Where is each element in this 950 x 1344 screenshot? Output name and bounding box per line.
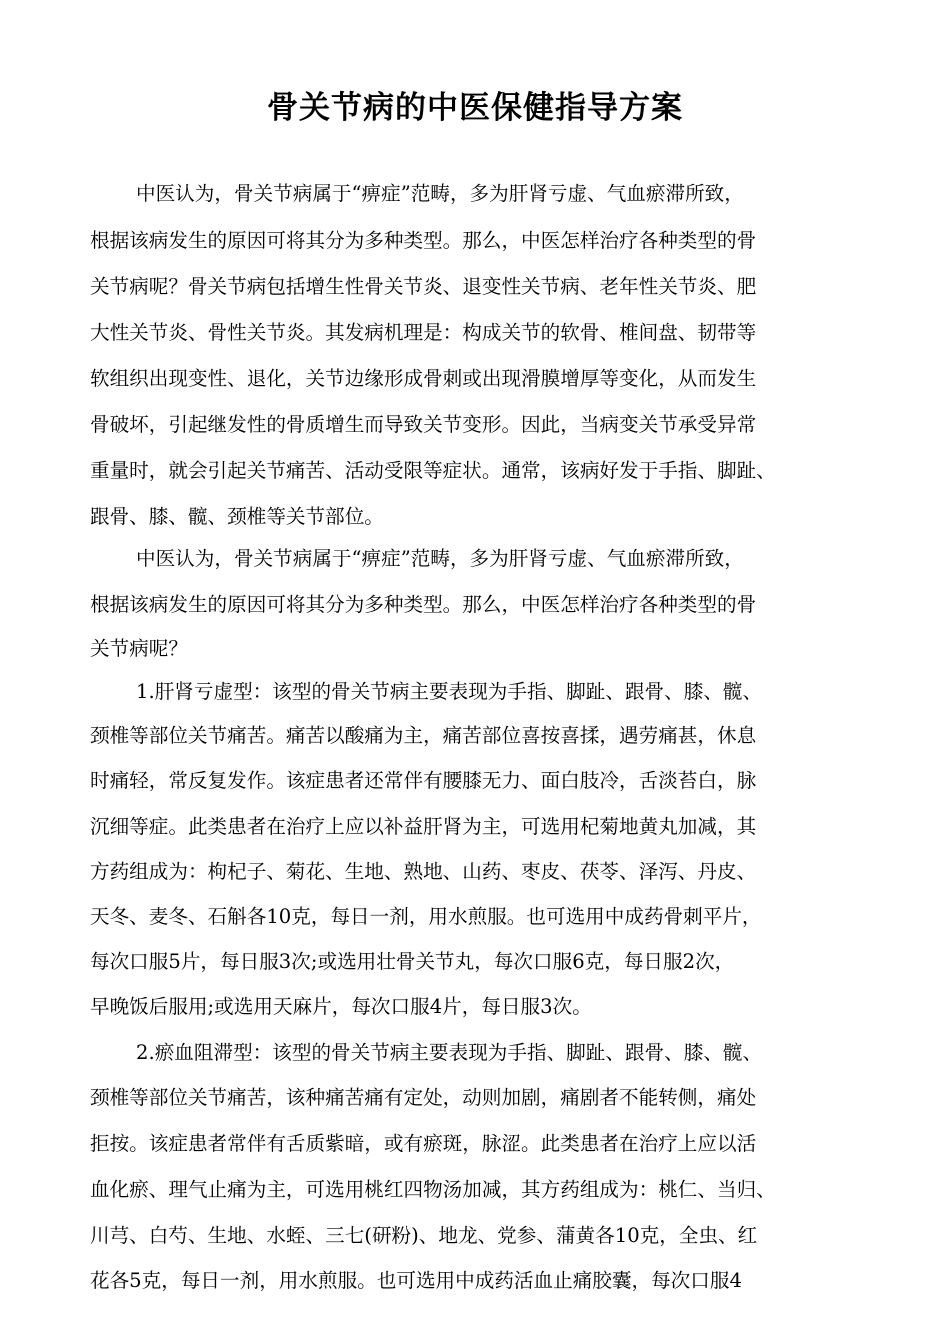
text-line: 1.肝肾亏虚型：该型的骨关节病主要表现为手指、脚趾、跟骨、膝、髋、 (136, 680, 763, 703)
text-line: 时痛轻，常反复发作。该症患者还常伴有腰膝无力、面白肢冷，舌淡苔白，脉 (90, 769, 757, 792)
text-line: 方药组成为：枸杞子、菊花、生地、熟地、山药、枣皮、茯苓、泽泻、丹皮、 (90, 860, 757, 883)
text-line: 川芎、白芍、生地、水蛭、三七(研粉)、地龙、党参、蒲黄各10克，全虫、红 (90, 1224, 758, 1247)
document-title: 骨关节病的中医保健指导方案 (267, 90, 683, 126)
text-line: 2.瘀血阻滞型：该型的骨关节病主要表现为手指、脚趾、跟骨、膝、髋、 (136, 1041, 763, 1064)
text-line: 重量时，就会引起关节痛苦、活动受限等症状。通常，该病好发于手指、脚趾、 (90, 459, 776, 482)
text-line: 早晚饭后服用;或选用天麻片，每次口服4片，每日服3次。 (90, 995, 592, 1018)
text-line: 软组织出现变性、退化，关节边缘形成骨刺或出现滑膜增厚等变化，从而发生 (90, 367, 757, 390)
text-line: 拒按。该症患者常伴有舌质紫暗，或有瘀斑，脉涩。此类患者在治疗上应以活 (90, 1132, 757, 1155)
text-line: 颈椎等部位关节痛苦。痛苦以酸痛为主，痛苦部位喜按喜揉，遇劳痛甚，休息 (90, 724, 757, 747)
text-line: 血化瘀、理气止痛为主，可选用桃红四物汤加减，其方药组成为：桃仁、当归、 (90, 1178, 776, 1201)
text-line: 天冬、麦冬、石斛各10克，每日一剂，用水煎服。也可选用中成药骨刺平片， (90, 905, 762, 928)
text-line: 中医认为，骨关节病属于“痹症”范畴，多为肝肾亏虚、气血瘀滞所致， (136, 182, 744, 205)
text-line: 颈椎等部位关节痛苦，该种痛苦痛有定处，动则加剧，痛剧者不能转侧，痛处 (90, 1086, 757, 1109)
text-line: 花各5克，每日一剂，用水煎服。也可选用中成药活血止痛胶囊，每次口服4 (90, 1269, 742, 1292)
text-line: 关节病呢？ (90, 637, 188, 660)
text-line: 骨破坏，引起继发性的骨质增生而导致关节变形。因此，当病变关节承受异常 (90, 413, 757, 436)
text-line: 中医认为，骨关节病属于“痹症”范畴，多为肝肾亏虚、气血瘀滞所致， (136, 547, 744, 570)
text-line: 关节病呢？骨关节病包括增生性骨关节炎、退变性关节病、老年性关节炎、肥 (90, 275, 757, 298)
text-line: 根据该病发生的原因可将其分为多种类型。那么，中医怎样治疗各种类型的骨 (90, 593, 757, 616)
text-line: 跟骨、膝、髋、颈椎等关节部位。 (90, 505, 384, 528)
text-line: 沉细等症。此类患者在治疗上应以补益肝肾为主，可选用杞菊地黄丸加减，其 (90, 815, 757, 838)
text-line: 每次口服5片，每日服3次;或选用壮骨关节丸，每次口服6克，每日服2次， (90, 950, 735, 973)
text-line: 大性关节炎、骨性关节炎。其发病机理是：构成关节的软骨、椎间盘、韧带等 (90, 321, 757, 344)
text-line: 根据该病发生的原因可将其分为多种类型。那么，中医怎样治疗各种类型的骨 (90, 229, 757, 252)
